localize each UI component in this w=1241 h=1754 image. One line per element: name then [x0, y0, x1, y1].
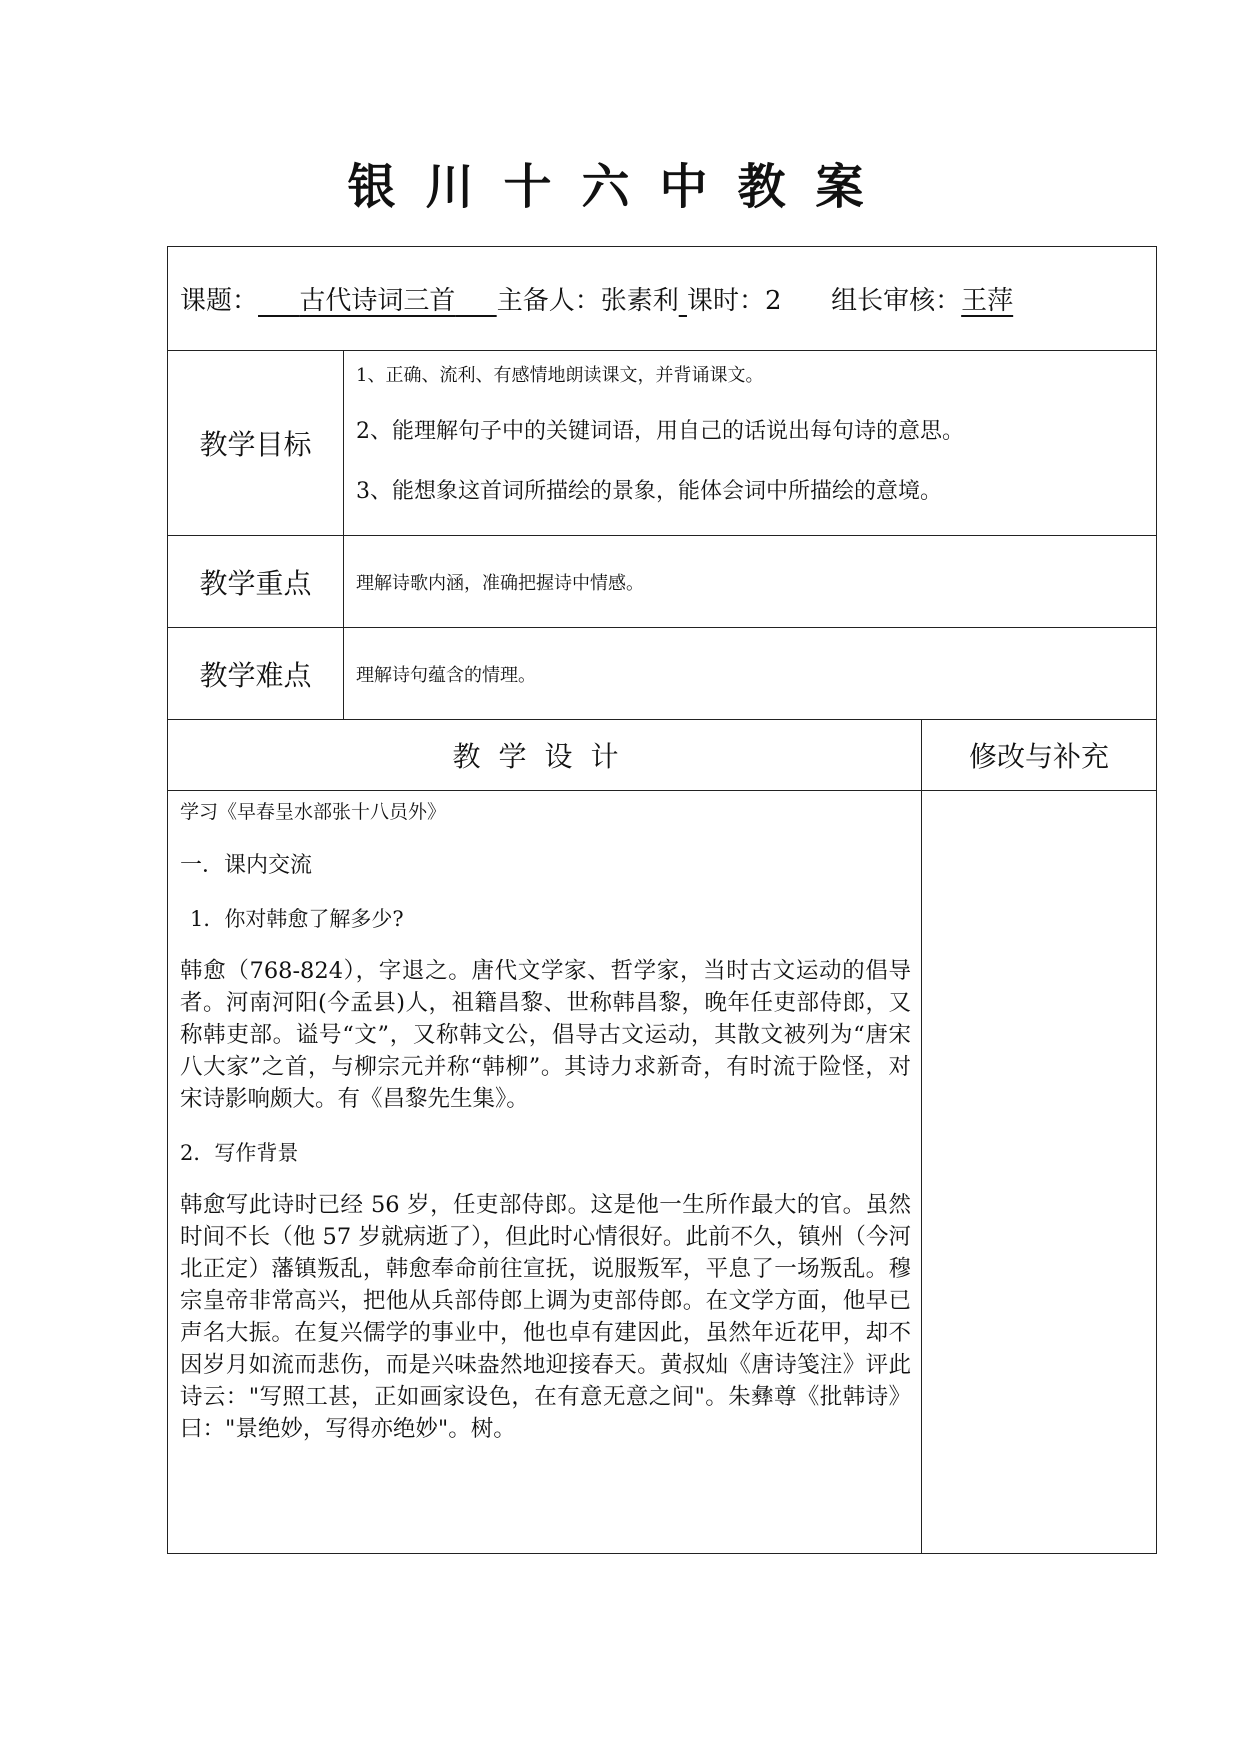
- revision-content[interactable]: [922, 791, 1157, 1554]
- revision-header: 修改与补充: [922, 720, 1157, 791]
- section-heading: 一．课内交流: [180, 853, 313, 878]
- header-row: [168, 247, 1157, 351]
- topic-value: 古代诗词三首: [299, 286, 456, 316]
- design-intro: 学习《早春呈水部张十八员外》: [180, 801, 447, 823]
- question: 1．你对韩愈了解多少?: [190, 907, 404, 931]
- design-content: [168, 791, 922, 1554]
- preparer-label: 主备人：: [496, 286, 601, 316]
- key-point-text: 理解诗歌内涵，准确把握诗中情感。: [344, 536, 1157, 628]
- page-title: 银川十六中教案: [347, 159, 894, 215]
- period-value: 2: [765, 286, 782, 316]
- goal-item: 2、能理解句子中的关键词语，用自己的话说出每句诗的意思。: [356, 419, 964, 444]
- background-paragraph: 韩愈写此诗时已经 56 岁，任吏部侍郎。这是他一生所作最大的官。虽然时间不长（他 57 岁就病逝了），但此时心情很好。此前不久，镇州（今河北正定）藩镇叛乱，韩愈奉命前往宣抚，说服叛军，平息了一场叛乱。穆宗皇帝非常高兴，把他从兵部侍郎上调为吏部侍郎。在文学方面，他早已声名大振。在复兴儒学的事业中，他也卓有建因此，虽然年近花甲，却不因岁月如流而悲伤，而是兴味盎然地迎接春天。黄叔灿《唐诗笺注》评此诗云："写照工甚，正如画家设色，在有意无意之间"。朱彝尊《批韩诗》曰："景绝妙，写得亦绝妙"。树。: [180, 1192, 911, 1442]
- design-header: 教学设计: [168, 720, 922, 791]
- section-heading: 2．写作背景: [180, 1141, 299, 1165]
- difficulty-label: 教学难点: [168, 628, 344, 720]
- difficulty-text: 理解诗句蕴含的情理。: [344, 628, 1157, 720]
- goals-content: [344, 351, 1157, 536]
- goal-item: 3、能想象这首词所描绘的景象，能体会词中所描绘的意境。: [356, 479, 942, 504]
- author-paragraph: 韩愈（768-824），字退之。唐代文学家、哲学家，当时古文运动的倡导者。河南河阳(今孟县)人，祖籍昌黎、世称韩昌黎，晚年任吏部侍郎，又称韩吏部。谥号“文”，又称韩文公，倡导古文运动，其散文被列为“唐宋八大家”之首，与柳宗元并称“韩柳”。其诗力求新奇，有时流于险怪，对宋诗影响颇大。有《昌黎先生集》。: [180, 958, 911, 1112]
- preparer-value: 张素利: [600, 286, 679, 316]
- goals-label: 教学目标: [168, 351, 344, 536]
- lesson-plan-table: [167, 246, 1157, 1554]
- period-label: 课时：: [686, 286, 765, 316]
- reviewer-value: 王萍: [961, 286, 1014, 316]
- reviewer-label: 组长审核：: [831, 286, 962, 316]
- key-point-label: 教学重点: [168, 536, 344, 628]
- goal-item: 1、正确、流利、有感情地朗读课文，并背诵课文。: [356, 365, 764, 386]
- topic-label: 课题：: [180, 286, 259, 316]
